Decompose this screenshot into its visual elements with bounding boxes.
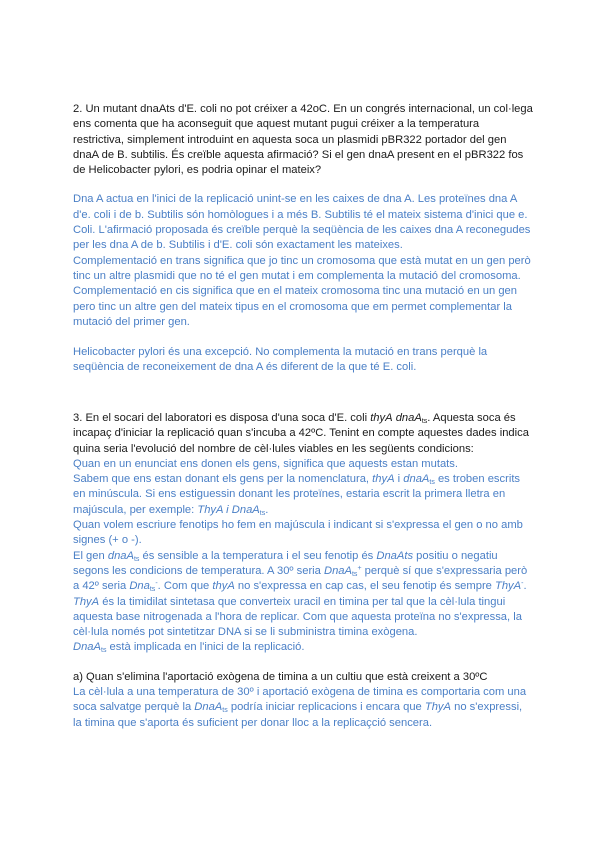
answer-3-paragraph-dnaa: DnaA$_{ts}$ està implicada en l'inici de la replicació. — [73, 641, 305, 655]
question-3-section — [73, 411, 533, 731]
answer-2-paragraph-1: Dna A actua en l'inici de la replicació unint-se en les caixes de dna A. Les proteïnes dna A d'e. coli i de b. Subtilis són homòlogues i a més B. Subtilis té el mateix sistema d'inici que e. Coli. L'afirmació proposada és creïble perquè la seqüència de les caixes dna A reconegudes per les dna A de b. Subtilis i d'E. coli són exactament les mateixes. — [73, 193, 531, 252]
subquestion-a-answer: La cèl·lula a una temperatura de 30º i aportació exògena de timina es comportaria com una soca salvatge perquè la DnaA$_{ts}$ podría iniciar replicacions i encara que ThyA no s'expressi, la timina que s'aporta és suficient per donar lloc a la replicaçció sencera. — [73, 686, 527, 729]
answer-3-paragraph-phenotypes: Quan volem escriure fenotips ho fem en majúscula i indicant si s'expressa el gen o no amb signes (+ o -). — [73, 519, 523, 547]
subquestion-a-text: a) Quan s'elimina l'aportació exògena de timina a un cultiu que està creixent a 30ºC — [73, 670, 488, 683]
answer-2-paragraph-2: Complementació en trans significa que jo tinc un cromosoma que està mutat en un gen però tinc un altre plasmidi que no té el gen mutat i em complementa la mutació del cromosoma. — [73, 254, 531, 282]
answer-3-paragraph-temperature: El gen dnaA$_{ts}$ és sensible a la temperatura i el seu fenotip és DnaAts positiu o negatiu segons les condicions de temperatura. A 30º seria DnaA$_{ts}$+ perquè sí que s'expressaria però a 42º seria Dna$_{ts}$-. Com que thyA no s'expressa en cap cas, el seu fenotip és sempre ThyA-. — [73, 549, 528, 594]
answer-3-paragraph-thya: ThyA és la timidilat sintetasa que converteix uracil en timina per tal que la cèl·lula tingui aquesta base nitrogenada a l'hora de replicar. Com que aquesta proteïna no s'expressa, la cèl·lula només pot sintetitzar DNA si se li subministra timina exògena. — [73, 595, 522, 639]
question-3-text: 3. En el socari del laboratori es disposa d'una soca d'E. coli thyA dnaA$_{ts}$. Aquesta soca és incapaç d'iniciar la replicació quan s'incuba a 42ºC. Tenint en compte aquestes dades indica quina seria l'evolució del nombre de cèl·lules viables en les següents condicions: — [73, 412, 529, 455]
answer-2-paragraph-4: Helicobacter pylori és una excepció. No complementa la mutació en trans perquè la seqüència de reconeixement de dna A és diferent de la que té E. coli. — [73, 346, 488, 374]
answer-3-paragraph-nomenclature: Sabem que ens estan donant els gens per la nomenclatura, thyA i dnaA$_{ts}$ es troben escrits en minúscula. Si ens estiguessin donant les proteïnes, estaria escrit la primera lletra en majúscula, per exemple: ThyA i DnaA$_{ts}$. — [73, 473, 521, 517]
question-2-section — [73, 102, 533, 376]
answer-2-paragraph-3: Complementació en cis significa que en el mateix cromosoma tinc una mutació en un gen pero tinc un altre gen del mateix tipus en el cromosoma que em permet complementar la mutació del primer gen. — [73, 285, 518, 328]
question-2-text: 2. Un mutant dnaAts d'E. coli no pot créixer a 42oC. En un congrés internacional, un col·lega ens comenta que ha aconseguit que aquest mutant pugui créixer a la temperatura restrictiva, simplement introduint en aquesta soca un plasmidi pBR322 portador del gen dnaA de B. subtilis. És creïble aquesta afirmació? Si el gen dnaA present en el pBR322 fos de Helicobacter pylori, es podria opinar el mateix? — [73, 103, 533, 177]
answer-3-line-1: Quan en un enunciat ens donen els gens, significa que aquests estan mutats. — [73, 457, 458, 470]
